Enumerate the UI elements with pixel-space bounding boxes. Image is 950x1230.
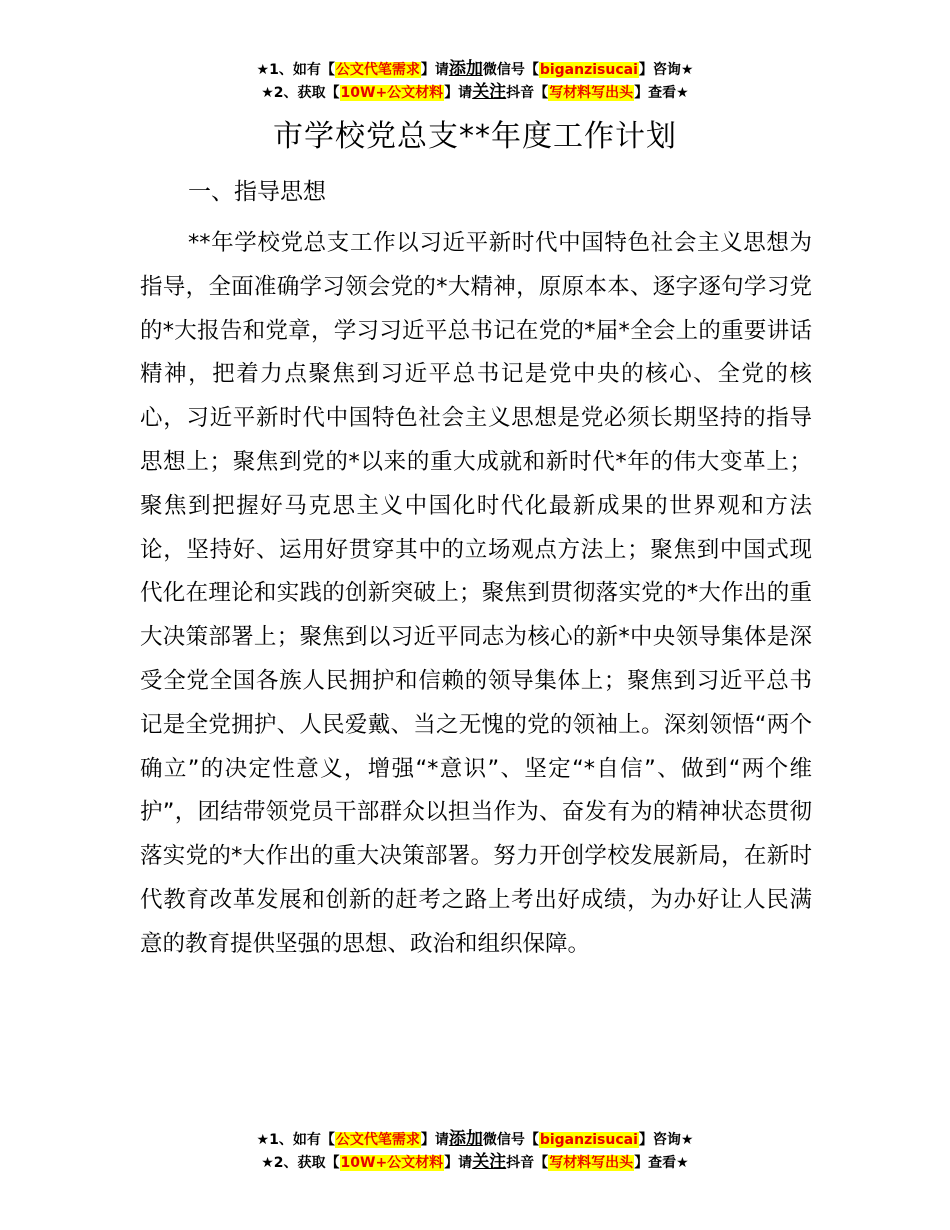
ghostwriting-highlight: 公文代笔需求 <box>335 62 420 78</box>
header-banner <box>0 58 950 104</box>
footer-add-emphasis: 添加 <box>448 1129 483 1149</box>
footer-line-1-mid1: 】请 <box>420 1132 449 1148</box>
footer-line-2-prefix: ★2、获取【 <box>261 1155 340 1171</box>
footer-wechat-id-highlight: biganzisucai <box>539 1132 638 1148</box>
footer-banner <box>0 1128 950 1174</box>
banner-line-1-mid2: 微信号【 <box>482 62 539 78</box>
wechat-id-highlight: biganzisucai <box>539 62 638 78</box>
add-emphasis: 添加 <box>448 59 483 79</box>
footer-line-2-mid1: 】请 <box>444 1155 473 1171</box>
footer-line-1-prefix: ★1、如有【 <box>256 1132 335 1148</box>
banner-line-2 <box>0 81 950 104</box>
materials-highlight: 10W+公文材料 <box>340 85 444 101</box>
banner-line-1 <box>0 58 950 81</box>
footer-follow-emphasis: 关注 <box>472 1152 507 1172</box>
footer-douyin-id-highlight: 写材料写出头 <box>549 1155 634 1171</box>
banner-line-1-prefix: ★1、如有【 <box>256 62 335 78</box>
footer-line-2-suffix: 】查看★ <box>634 1155 689 1171</box>
douyin-id-highlight: 写材料写出头 <box>549 85 634 101</box>
footer-line-1-mid2: 微信号【 <box>482 1132 539 1148</box>
footer-banner-line-1 <box>0 1128 950 1151</box>
banner-line-1-suffix: 】咨询★ <box>638 62 694 78</box>
body-paragraph: **年学校党总支工作以习近平新时代中国特色社会主义思想为指导，全面准确学习领会党的*大精神，原原本本、逐字逐句学习党的*大报告和党章，学习习近平总书记在党的*届*全会上的重要讲话精神，把着力点聚焦到习近平总书记是党中央的核心、全党的核心，习近平新时代中国特色社会主义思想是党必须长期坚持的指导思想上；聚焦到党的*以来的重大成就和新时代*年的伟大变革上；聚焦到把握好马克思主义中国化时代化最新成果的世界观和方法论，坚持好、运用好贯穿其中的立场观点方法上；聚焦到中国式现代化在理论和实践的创新突破上；聚焦到贯彻落实党的*大作出的重大决策部署上；聚焦到以习近平同志为核心的新*中央领导集体是深受全党全国各族人民拥护和信赖的领导集体上；聚焦到习近平总书记是全党拥护、人民爱戴、当之无愧的党的领袖上。深刻领悟“两个确立”的决定性意义，增强“*意识”、坚定“*自信”、做到“两个维护”，团结带领党员干部群众以担当作为、奋发有为的精神状态贯彻落实党的*大作出的重大决策部署。努力开创学校发展新局，在新时代教育改革发展和创新的赶考之路上考出好成绩，为办好让人民满意的教育提供坚强的思想、政治和组织保障。 <box>140 230 812 957</box>
footer-banner-line-2 <box>0 1151 950 1174</box>
follow-emphasis: 关注 <box>472 82 507 102</box>
banner-line-1-mid1: 】请 <box>420 62 449 78</box>
footer-line-2-mid2: 抖音【 <box>506 1155 549 1171</box>
section-heading: 一、指导思想 <box>188 179 326 205</box>
banner-line-2-mid1: 】请 <box>444 85 473 101</box>
footer-materials-highlight: 10W+公文材料 <box>340 1155 444 1171</box>
footer-line-1-suffix: 】咨询★ <box>638 1132 694 1148</box>
banner-line-2-prefix: ★2、获取【 <box>261 85 340 101</box>
banner-line-2-suffix: 】查看★ <box>634 85 689 101</box>
document-title: 市学校党总支**年度工作计划 <box>273 119 677 154</box>
footer-ghostwriting-highlight: 公文代笔需求 <box>335 1132 420 1148</box>
banner-line-2-mid2: 抖音【 <box>506 85 549 101</box>
